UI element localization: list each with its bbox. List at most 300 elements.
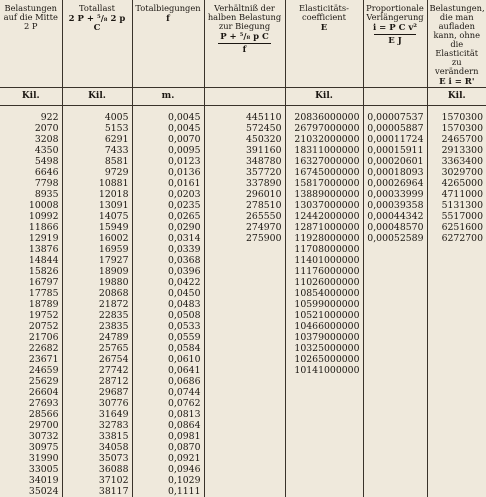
table-cell xyxy=(285,376,363,387)
header-elongation xyxy=(363,0,427,88)
table-cell: 21032000000 xyxy=(285,134,363,145)
table-cell: 10854000000 xyxy=(285,288,363,299)
table-cell: 0,0641 xyxy=(132,365,204,376)
table-cell xyxy=(427,255,486,266)
table-cell: 0,0981 xyxy=(132,431,204,442)
table-cell: 0,0686 xyxy=(132,376,204,387)
table-cell xyxy=(363,321,427,332)
table-cell: 0,0744 xyxy=(132,387,204,398)
table-cell xyxy=(204,486,285,497)
table-row xyxy=(0,354,486,365)
table-cell: 0,0921 xyxy=(132,453,204,464)
table-row xyxy=(0,398,486,409)
table-cell: 6291 xyxy=(62,134,132,145)
table-cell xyxy=(204,244,285,255)
table-cell: 0,00033999 xyxy=(363,189,427,200)
table-cell: 25629 xyxy=(0,376,62,387)
table-cell: 21706 xyxy=(0,332,62,343)
header-load-center xyxy=(0,0,62,88)
table-row xyxy=(0,288,486,299)
header-text: Proportionale Verlängerung xyxy=(366,3,424,22)
header-denominator: E J xyxy=(366,37,425,46)
table-cell xyxy=(204,365,285,376)
table-cell: 31649 xyxy=(62,409,132,420)
table-cell: 13091 xyxy=(62,200,132,211)
table-cell: 6646 xyxy=(0,167,62,178)
table-cell: 3029700 xyxy=(427,167,486,178)
table-cell: 0,0123 xyxy=(132,156,204,167)
table-cell xyxy=(204,387,285,398)
header-load-ratio xyxy=(204,0,285,88)
table-cell xyxy=(427,387,486,398)
table-cell xyxy=(285,442,363,453)
table-cell: 25765 xyxy=(62,343,132,354)
table-cell xyxy=(427,365,486,376)
table-cell: 31990 xyxy=(0,453,62,464)
table-cell: 1570300 xyxy=(427,123,486,134)
table-cell: 0,0864 xyxy=(132,420,204,431)
table-cell: 0,0870 xyxy=(132,442,204,453)
table-cell: 0,1111 xyxy=(132,486,204,497)
table-cell: 572450 xyxy=(204,123,285,134)
table-cell xyxy=(363,354,427,365)
table-cell: 16797 xyxy=(0,277,62,288)
table-row xyxy=(0,343,486,354)
table-cell: 32783 xyxy=(62,420,132,431)
table-cell xyxy=(427,343,486,354)
table-cell: 26754 xyxy=(62,354,132,365)
table-cell xyxy=(204,321,285,332)
table-cell: 0,0584 xyxy=(132,343,204,354)
table-cell: 0,0161 xyxy=(132,178,204,189)
table-cell: 19752 xyxy=(0,310,62,321)
header-text: Elasticitäts-coefficient xyxy=(299,3,349,22)
table-cell xyxy=(363,409,427,420)
table-cell xyxy=(204,398,285,409)
table-cell: 450320 xyxy=(204,134,285,145)
table-cell xyxy=(204,310,285,321)
table-cell: 0,00020601 xyxy=(363,156,427,167)
table-cell: 0,00048570 xyxy=(363,222,427,233)
table-cell: 0,0290 xyxy=(132,222,204,233)
table-cell xyxy=(427,409,486,420)
table-cell: 12919 xyxy=(0,233,62,244)
table-cell xyxy=(363,431,427,442)
table-cell xyxy=(427,442,486,453)
table-cell: 4005 xyxy=(62,112,132,123)
table-cell xyxy=(363,266,427,277)
header-text: Verhältniß der halben Belastung zur Biegung xyxy=(208,3,281,31)
table-cell: 0,0396 xyxy=(132,266,204,277)
table-body xyxy=(0,88,486,497)
table-cell xyxy=(363,288,427,299)
table-cell: 27693 xyxy=(0,398,62,409)
table-cell xyxy=(204,453,285,464)
header-text: Totallast xyxy=(79,3,115,13)
table-cell xyxy=(204,376,285,387)
unit-cell: Kil. xyxy=(427,88,486,106)
table-cell: 0,0483 xyxy=(132,299,204,310)
table-cell: 18789 xyxy=(0,299,62,310)
table-row xyxy=(0,266,486,277)
table-row xyxy=(0,310,486,321)
table-cell: 8581 xyxy=(62,156,132,167)
table-cell: 20868 xyxy=(62,288,132,299)
table-cell: 38117 xyxy=(62,486,132,497)
table-cell xyxy=(427,321,486,332)
table-cell xyxy=(427,277,486,288)
table-cell xyxy=(204,354,285,365)
table-cell xyxy=(285,409,363,420)
table-cell xyxy=(363,442,427,453)
table-cell xyxy=(363,343,427,354)
table-header xyxy=(0,0,486,88)
table-cell: 14844 xyxy=(0,255,62,266)
table-cell: 11026000000 xyxy=(285,277,363,288)
table-cell: 0,00011724 xyxy=(363,134,427,145)
table-row xyxy=(0,387,486,398)
table-row xyxy=(0,332,486,343)
table-cell xyxy=(363,365,427,376)
table-cell: 1570300 xyxy=(427,112,486,123)
table-cell: 0,00052589 xyxy=(363,233,427,244)
table-cell: 12442000000 xyxy=(285,211,363,222)
table-cell: 0,0762 xyxy=(132,398,204,409)
table-cell: 10466000000 xyxy=(285,321,363,332)
unit-cell: Kil. xyxy=(62,88,132,106)
table-row xyxy=(0,453,486,464)
table-cell: 24789 xyxy=(62,332,132,343)
table-cell: 0,0422 xyxy=(132,277,204,288)
table-cell xyxy=(363,332,427,343)
table-cell: 0,00005887 xyxy=(363,123,427,134)
table-cell: 19880 xyxy=(62,277,132,288)
table-cell: 13889000000 xyxy=(285,189,363,200)
table-cell xyxy=(363,486,427,497)
table-cell: 922 xyxy=(0,112,62,123)
table-cell xyxy=(427,486,486,497)
table-row xyxy=(0,376,486,387)
table-cell: 0,1029 xyxy=(132,475,204,486)
table-cell xyxy=(427,332,486,343)
unit-cell xyxy=(363,88,427,106)
table-cell: 10521000000 xyxy=(285,310,363,321)
table-cell xyxy=(285,453,363,464)
header-total-load xyxy=(62,0,132,88)
table-cell: 0,00026964 xyxy=(363,178,427,189)
table-cell: 337890 xyxy=(204,178,285,189)
unit-cell: Kil. xyxy=(285,88,363,106)
table-cell: 13876 xyxy=(0,244,62,255)
table-cell xyxy=(363,387,427,398)
table-cell: 6272700 xyxy=(427,233,486,244)
table-cell xyxy=(363,244,427,255)
table-cell: 33005 xyxy=(0,464,62,475)
table-cell: 0,0508 xyxy=(132,310,204,321)
table-cell: 23835 xyxy=(62,321,132,332)
table-cell xyxy=(363,277,427,288)
table-cell: 29700 xyxy=(0,420,62,431)
table-cell: 11708000000 xyxy=(285,244,363,255)
table-cell: 37102 xyxy=(62,475,132,486)
table-row xyxy=(0,200,486,211)
table-row xyxy=(0,189,486,200)
table-row xyxy=(0,442,486,453)
table-cell xyxy=(204,442,285,453)
table-cell: 35024 xyxy=(0,486,62,497)
table-cell: 2913300 xyxy=(427,145,486,156)
table-cell: 0,0314 xyxy=(132,233,204,244)
table-row xyxy=(0,486,486,497)
table-cell: 10379000000 xyxy=(285,332,363,343)
table-cell: 22682 xyxy=(0,343,62,354)
table-cell: 0,0559 xyxy=(132,332,204,343)
table-cell xyxy=(363,420,427,431)
table-cell: 265550 xyxy=(204,211,285,222)
table-cell xyxy=(363,453,427,464)
table-cell xyxy=(204,431,285,442)
table-cell: 16327000000 xyxy=(285,156,363,167)
table-cell: 278510 xyxy=(204,200,285,211)
table-cell: 275900 xyxy=(204,233,285,244)
table-row xyxy=(0,112,486,123)
table-row xyxy=(0,475,486,486)
table-cell: 22835 xyxy=(62,310,132,321)
table-cell: 0,0946 xyxy=(132,464,204,475)
table-cell: 28712 xyxy=(62,376,132,387)
table-cell: 16002 xyxy=(62,233,132,244)
table-cell: 18909 xyxy=(62,266,132,277)
table-cell: 0,0070 xyxy=(132,134,204,145)
table-cell: 9729 xyxy=(62,167,132,178)
table-cell: 0,0610 xyxy=(132,354,204,365)
unit-cell: m. xyxy=(132,88,204,106)
table-row xyxy=(0,299,486,310)
table-cell: 5153 xyxy=(62,123,132,134)
header-formula: E i = R' xyxy=(430,78,485,87)
table-cell xyxy=(363,255,427,266)
table-cell xyxy=(204,332,285,343)
table-cell xyxy=(204,288,285,299)
table-cell: 29687 xyxy=(62,387,132,398)
table-row xyxy=(0,134,486,145)
table-cell: 10599000000 xyxy=(285,299,363,310)
table-cell: 30975 xyxy=(0,442,62,453)
table-row xyxy=(0,277,486,288)
table-cell xyxy=(285,475,363,486)
table-cell: 0,0095 xyxy=(132,145,204,156)
table-cell: 391160 xyxy=(204,145,285,156)
table-cell: 15949 xyxy=(62,222,132,233)
fraction-bar xyxy=(374,34,415,35)
header-formula: 2 P + ⁵/₈ 2 p C xyxy=(65,15,130,33)
table-cell: 7798 xyxy=(0,178,62,189)
table-cell xyxy=(427,431,486,442)
table-row xyxy=(0,178,486,189)
header-elasticity xyxy=(285,0,363,88)
table-cell: 0,00044342 xyxy=(363,211,427,222)
table-cell: 34058 xyxy=(62,442,132,453)
table-cell xyxy=(427,376,486,387)
table-cell: 11866 xyxy=(0,222,62,233)
table-cell: 24659 xyxy=(0,365,62,376)
table-cell xyxy=(427,453,486,464)
table-cell xyxy=(285,398,363,409)
table-row xyxy=(0,409,486,420)
table-cell: 16745000000 xyxy=(285,167,363,178)
table-cell: 10265000000 xyxy=(285,354,363,365)
table-cell: 11176000000 xyxy=(285,266,363,277)
table-cell xyxy=(204,255,285,266)
table-cell xyxy=(285,464,363,475)
table-cell: 15826 xyxy=(0,266,62,277)
table-cell: 15817000000 xyxy=(285,178,363,189)
header-text: Totalbiegungen xyxy=(135,3,200,13)
table-cell xyxy=(363,310,427,321)
table-cell: 348780 xyxy=(204,156,285,167)
table-cell: 0,0265 xyxy=(132,211,204,222)
table-cell xyxy=(363,464,427,475)
table-cell: 10008 xyxy=(0,200,62,211)
table-cell: 27742 xyxy=(62,365,132,376)
table-cell: 26797000000 xyxy=(285,123,363,134)
table-row xyxy=(0,222,486,233)
table-cell: 12018 xyxy=(62,189,132,200)
table-cell: 445110 xyxy=(204,112,285,123)
table-cell xyxy=(204,343,285,354)
table-cell: 6251600 xyxy=(427,222,486,233)
table-cell: 0,0235 xyxy=(132,200,204,211)
table-row xyxy=(0,211,486,222)
table-cell xyxy=(363,475,427,486)
table-cell: 0,0368 xyxy=(132,255,204,266)
table-cell: 0,0813 xyxy=(132,409,204,420)
table-cell xyxy=(285,486,363,497)
table-cell xyxy=(204,409,285,420)
table-cell: 30776 xyxy=(62,398,132,409)
table-cell: 7433 xyxy=(62,145,132,156)
table-row xyxy=(0,145,486,156)
header-total-deflection xyxy=(132,0,204,88)
table-cell: 0,0450 xyxy=(132,288,204,299)
table-cell: 36088 xyxy=(62,464,132,475)
table-cell xyxy=(427,475,486,486)
table-row xyxy=(0,420,486,431)
table-cell xyxy=(204,277,285,288)
table-cell xyxy=(204,475,285,486)
table-cell xyxy=(285,420,363,431)
table-cell: 20836000000 xyxy=(285,112,363,123)
table-cell xyxy=(427,266,486,277)
table-cell: 0,0533 xyxy=(132,321,204,332)
table-cell: 12871000000 xyxy=(285,222,363,233)
table-cell xyxy=(363,299,427,310)
table-cell: 0,0045 xyxy=(132,123,204,134)
table-cell: 14075 xyxy=(62,211,132,222)
table-cell: 296010 xyxy=(204,189,285,200)
table-cell: 2465700 xyxy=(427,134,486,145)
table-cell: 10141000000 xyxy=(285,365,363,376)
table-cell: 16959 xyxy=(62,244,132,255)
table-cell xyxy=(427,420,486,431)
table-cell xyxy=(427,288,486,299)
table-cell: 13037000000 xyxy=(285,200,363,211)
table-cell: 11401000000 xyxy=(285,255,363,266)
header-text: Belastungen, die man aufladen kann, ohne die Elasticität zu verändern xyxy=(430,3,485,76)
table-cell: 10325000000 xyxy=(285,343,363,354)
table-cell xyxy=(427,244,486,255)
table-cell: 8935 xyxy=(0,189,62,200)
table-row xyxy=(0,123,486,134)
table-cell: 3208 xyxy=(0,134,62,145)
unit-cell xyxy=(204,88,285,106)
table-cell: 4350 xyxy=(0,145,62,156)
units-row xyxy=(0,88,486,106)
fraction-bar xyxy=(218,43,271,44)
table-row xyxy=(0,365,486,376)
table-cell xyxy=(427,299,486,310)
table-cell: 0,0045 xyxy=(132,112,204,123)
table-cell: 0,00015911 xyxy=(363,145,427,156)
table-cell: 3363400 xyxy=(427,156,486,167)
table-cell: 11928000000 xyxy=(285,233,363,244)
table-cell: 20752 xyxy=(0,321,62,332)
table-cell xyxy=(285,431,363,442)
table-cell: 5517000 xyxy=(427,211,486,222)
table-row xyxy=(0,156,486,167)
table-cell xyxy=(427,310,486,321)
table-cell: 0,00007537 xyxy=(363,112,427,123)
table-cell: 17927 xyxy=(62,255,132,266)
table-cell: 28566 xyxy=(0,409,62,420)
table-cell: 357720 xyxy=(204,167,285,178)
header-denominator: f xyxy=(207,46,283,55)
header-formula: P + ⁵/₈ p C xyxy=(207,33,283,42)
table-cell: 4265000 xyxy=(427,178,486,189)
table-cell: 274970 xyxy=(204,222,285,233)
table-cell xyxy=(363,376,427,387)
table-cell xyxy=(427,464,486,475)
table-cell: 0,0339 xyxy=(132,244,204,255)
header-formula: E xyxy=(288,24,361,33)
table-cell: 0,00039358 xyxy=(363,200,427,211)
table-cell: 0,0203 xyxy=(132,189,204,200)
table-cell: 34019 xyxy=(0,475,62,486)
table-cell: 17785 xyxy=(0,288,62,299)
header-formula: i = P C v² xyxy=(366,24,425,33)
table-cell: 30732 xyxy=(0,431,62,442)
table-cell xyxy=(204,464,285,475)
table-cell: 5131300 xyxy=(427,200,486,211)
header-admissible-load xyxy=(427,0,486,88)
table-cell: 10992 xyxy=(0,211,62,222)
table-cell: 18311000000 xyxy=(285,145,363,156)
table-row xyxy=(0,233,486,244)
table-cell xyxy=(427,354,486,365)
table-cell: 5498 xyxy=(0,156,62,167)
table-cell xyxy=(204,299,285,310)
table-row xyxy=(0,464,486,475)
table-row xyxy=(0,431,486,442)
table-row xyxy=(0,244,486,255)
table-cell: 26604 xyxy=(0,387,62,398)
table-cell: 10881 xyxy=(62,178,132,189)
table-cell: 4711000 xyxy=(427,189,486,200)
table-cell: 21872 xyxy=(62,299,132,310)
table-cell: 0,0136 xyxy=(132,167,204,178)
table-row xyxy=(0,255,486,266)
table-cell: 0,00018093 xyxy=(363,167,427,178)
